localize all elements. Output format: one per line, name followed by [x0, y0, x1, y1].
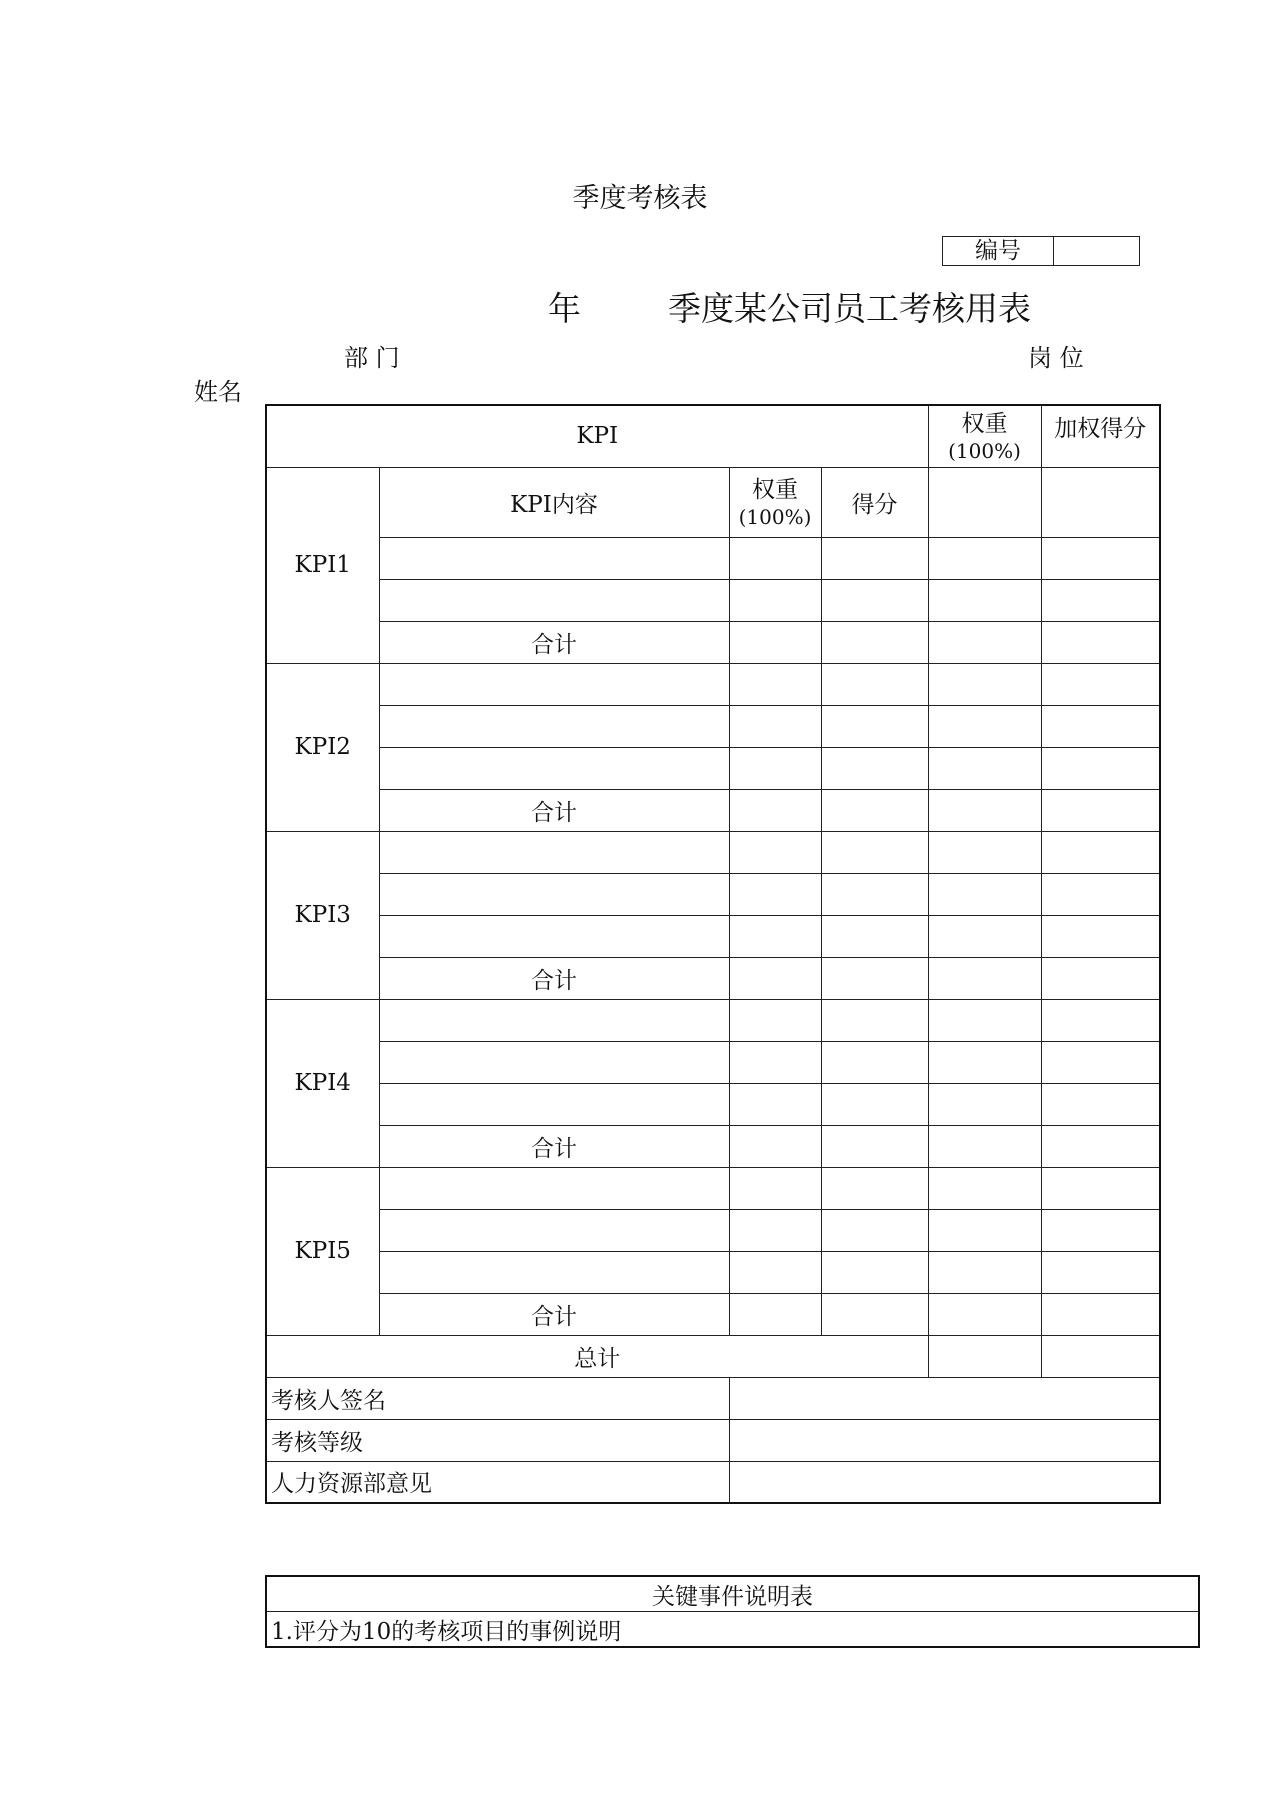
cell-weight[interactable]: [928, 915, 1041, 957]
cell-kpi-content[interactable]: [379, 873, 729, 915]
kpi-group-label: KPI4: [266, 999, 379, 1167]
table-row: [266, 467, 1160, 537]
events-row-1: 1.评分为10的考核项目的事例说明: [266, 1612, 1199, 1648]
cell-weighted-score[interactable]: [1041, 831, 1160, 873]
subtotal-label: 合计: [379, 957, 729, 999]
cell-kpi-score[interactable]: [821, 1293, 928, 1335]
cell-kpi-score[interactable]: [821, 789, 928, 831]
cell-kpi-weight[interactable]: [729, 873, 821, 915]
cell-kpi-score[interactable]: [821, 663, 928, 705]
cell-weight-total[interactable]: [928, 1335, 1041, 1377]
kpi-group-label: KPI5: [266, 1167, 379, 1335]
cell-kpi-content[interactable]: [379, 747, 729, 789]
table-row: [266, 873, 1160, 915]
cell-kpi-score[interactable]: [821, 579, 928, 621]
cell-kpi-score[interactable]: [821, 831, 928, 873]
cell-weighted-score[interactable]: [1041, 873, 1160, 915]
cell-kpi-weight[interactable]: [729, 1293, 821, 1335]
sub-header-weight: [729, 467, 821, 537]
cell-kpi-weight[interactable]: [729, 537, 821, 579]
cell-kpi-weight[interactable]: [729, 663, 821, 705]
cell-kpi-weight[interactable]: [729, 915, 821, 957]
key-events-table: [265, 1575, 1200, 1648]
cell-weighted-score[interactable]: [1041, 1125, 1160, 1167]
cell-kpi-weight[interactable]: [729, 789, 821, 831]
cell-kpi-weight[interactable]: [729, 1251, 821, 1293]
table-row: [266, 1167, 1160, 1209]
cell-kpi-score[interactable]: [821, 621, 928, 663]
code-input[interactable]: [1054, 237, 1139, 265]
header-weight-pct: (100%): [948, 439, 1021, 464]
cell-weight[interactable]: [928, 621, 1041, 663]
cell-kpi-weight[interactable]: [729, 831, 821, 873]
header-kpi: KPI: [266, 405, 928, 467]
cell-weight[interactable]: [928, 1083, 1041, 1125]
cell-kpi-score[interactable]: [821, 537, 928, 579]
hr-opinion-row: [266, 1461, 1160, 1503]
cell-kpi-weight[interactable]: [729, 1209, 821, 1251]
kpi-table: [265, 404, 1161, 1504]
assessment-grade-label: 考核等级: [266, 1419, 729, 1461]
cell-kpi-weight[interactable]: [729, 747, 821, 789]
cell-kpi-score[interactable]: [821, 1251, 928, 1293]
cell-weighted-score[interactable]: [1041, 663, 1160, 705]
cell-weighted-score[interactable]: [1041, 957, 1160, 999]
table-row: [266, 1083, 1160, 1125]
cell-weight[interactable]: [928, 957, 1041, 999]
name-label: 姓名: [194, 378, 242, 406]
department-label: 部 门: [344, 344, 400, 372]
cell-kpi-content[interactable]: [379, 831, 729, 873]
table-row: [266, 1041, 1160, 1083]
sub-header-weight-pct: (100%): [738, 505, 812, 529]
cell-weighted-score[interactable]: [1041, 1209, 1160, 1251]
cell-weight[interactable]: [928, 747, 1041, 789]
subtotal-label: 合计: [379, 789, 729, 831]
cell-weighted-score[interactable]: [1041, 1167, 1160, 1209]
table-row: [266, 1125, 1160, 1167]
table-row: [266, 579, 1160, 621]
cell-kpi-content[interactable]: [379, 705, 729, 747]
cell-kpi-score[interactable]: [821, 999, 928, 1041]
cell-kpi-weight[interactable]: [729, 621, 821, 663]
cell-weighted-score[interactable]: [1041, 747, 1160, 789]
kpi-group-label: KPI3: [266, 831, 379, 999]
reviewer-signature-field[interactable]: [729, 1377, 1160, 1419]
subtitle-text: 季度某公司员工考核用表: [668, 289, 1031, 328]
reviewer-signature-row: [266, 1377, 1160, 1419]
table-row: [266, 1612, 1199, 1648]
document-code-box: [942, 236, 1140, 266]
code-label: 编号: [943, 237, 1054, 265]
kpi-group-label: KPI2: [266, 663, 379, 831]
table-row: [266, 999, 1160, 1041]
cell-weighted-score[interactable]: [1041, 1251, 1160, 1293]
table-row: [266, 789, 1160, 831]
sub-header-weight-label: 权重: [752, 477, 798, 503]
table-row: [266, 1209, 1160, 1251]
cell-kpi-score[interactable]: [821, 1125, 928, 1167]
sub-header-score: 得分: [821, 467, 928, 537]
assessment-grade-row: [266, 1419, 1160, 1461]
cell-kpi-weight[interactable]: [729, 579, 821, 621]
cell-weighted-score-total[interactable]: [1041, 1335, 1160, 1377]
cell-weighted-score[interactable]: [1041, 1293, 1160, 1335]
position-label: 岗 位: [1028, 344, 1084, 372]
cell-kpi-score[interactable]: [821, 1209, 928, 1251]
cell-kpi-score[interactable]: [821, 915, 928, 957]
subtotal-label: 合计: [379, 621, 729, 663]
cell-weighted-score[interactable]: [1041, 915, 1160, 957]
cell-kpi-content[interactable]: [379, 999, 729, 1041]
cell-weighted-score[interactable]: [1041, 537, 1160, 579]
table-row: [266, 663, 1160, 705]
cell-kpi-content[interactable]: [379, 1167, 729, 1209]
cell-weight[interactable]: [928, 663, 1041, 705]
cell-weight[interactable]: [928, 467, 1041, 537]
cell-kpi-content[interactable]: [379, 579, 729, 621]
cell-kpi-weight[interactable]: [729, 957, 821, 999]
cell-weighted-score[interactable]: [1041, 579, 1160, 621]
table-row: [266, 915, 1160, 957]
cell-weighted-score[interactable]: [1041, 789, 1160, 831]
cell-weighted-score[interactable]: [1041, 621, 1160, 663]
cell-kpi-score[interactable]: [821, 873, 928, 915]
cell-weight[interactable]: [928, 1125, 1041, 1167]
grand-total-row: [266, 1335, 1160, 1377]
cell-kpi-weight[interactable]: [729, 1125, 821, 1167]
cell-weight[interactable]: [928, 579, 1041, 621]
cell-weight[interactable]: [928, 1293, 1041, 1335]
table-row: [266, 747, 1160, 789]
table-header-row: [266, 405, 1160, 467]
cell-kpi-weight[interactable]: [729, 1167, 821, 1209]
events-title: 关键事件说明表: [266, 1576, 1199, 1612]
cell-kpi-content[interactable]: [379, 663, 729, 705]
table-row: [266, 621, 1160, 663]
table-row: [266, 957, 1160, 999]
subtotal-label: 合计: [379, 1125, 729, 1167]
hr-opinion-field[interactable]: [729, 1461, 1160, 1503]
cell-kpi-content[interactable]: [379, 1041, 729, 1083]
cell-kpi-score[interactable]: [821, 1167, 928, 1209]
cell-kpi-score[interactable]: [821, 1041, 928, 1083]
page-title: 季度考核表: [572, 183, 708, 214]
cell-kpi-content[interactable]: [379, 915, 729, 957]
reviewer-signature-label: 考核人签名: [266, 1377, 729, 1419]
cell-weight[interactable]: [928, 1041, 1041, 1083]
cell-weight[interactable]: [928, 999, 1041, 1041]
header-weight-label: 权重: [961, 411, 1008, 438]
cell-weight[interactable]: [928, 1209, 1041, 1251]
table-row: [266, 1251, 1160, 1293]
table-row: [266, 1576, 1199, 1612]
cell-kpi-content[interactable]: [379, 1209, 729, 1251]
cell-weight[interactable]: [928, 831, 1041, 873]
subtotal-label: 合计: [379, 1293, 729, 1335]
subtitle-year: 年: [548, 289, 581, 328]
cell-weighted-score[interactable]: [1041, 1083, 1160, 1125]
cell-kpi-content[interactable]: [379, 537, 729, 579]
table-row: [266, 831, 1160, 873]
header-weight: [928, 405, 1041, 467]
cell-weighted-score[interactable]: [1041, 467, 1160, 537]
cell-kpi-weight[interactable]: [729, 1041, 821, 1083]
kpi-group-label: KPI1: [266, 467, 379, 663]
cell-weight[interactable]: [928, 1251, 1041, 1293]
cell-weighted-score[interactable]: [1041, 1041, 1160, 1083]
cell-kpi-score[interactable]: [821, 957, 928, 999]
grand-total-label: 总计: [266, 1335, 928, 1377]
cell-weighted-score[interactable]: [1041, 999, 1160, 1041]
assessment-grade-field[interactable]: [729, 1419, 1160, 1461]
cell-weighted-score[interactable]: [1041, 705, 1160, 747]
table-row: [266, 705, 1160, 747]
header-weighted-score: 加权得分: [1041, 405, 1160, 467]
cell-kpi-weight[interactable]: [729, 999, 821, 1041]
cell-weight[interactable]: [928, 789, 1041, 831]
cell-weight[interactable]: [928, 537, 1041, 579]
table-row: [266, 1293, 1160, 1335]
cell-kpi-weight[interactable]: [729, 705, 821, 747]
sub-header-content: KPI内容: [379, 467, 729, 537]
cell-kpi-content[interactable]: [379, 1251, 729, 1293]
cell-weight[interactable]: [928, 705, 1041, 747]
cell-kpi-score[interactable]: [821, 747, 928, 789]
cell-kpi-score[interactable]: [821, 705, 928, 747]
table-row: [266, 537, 1160, 579]
cell-kpi-content[interactable]: [379, 1083, 729, 1125]
cell-weight[interactable]: [928, 1167, 1041, 1209]
cell-kpi-score[interactable]: [821, 1083, 928, 1125]
cell-weight[interactable]: [928, 873, 1041, 915]
cell-kpi-weight[interactable]: [729, 1083, 821, 1125]
hr-opinion-label: 人力资源部意见: [266, 1461, 729, 1503]
